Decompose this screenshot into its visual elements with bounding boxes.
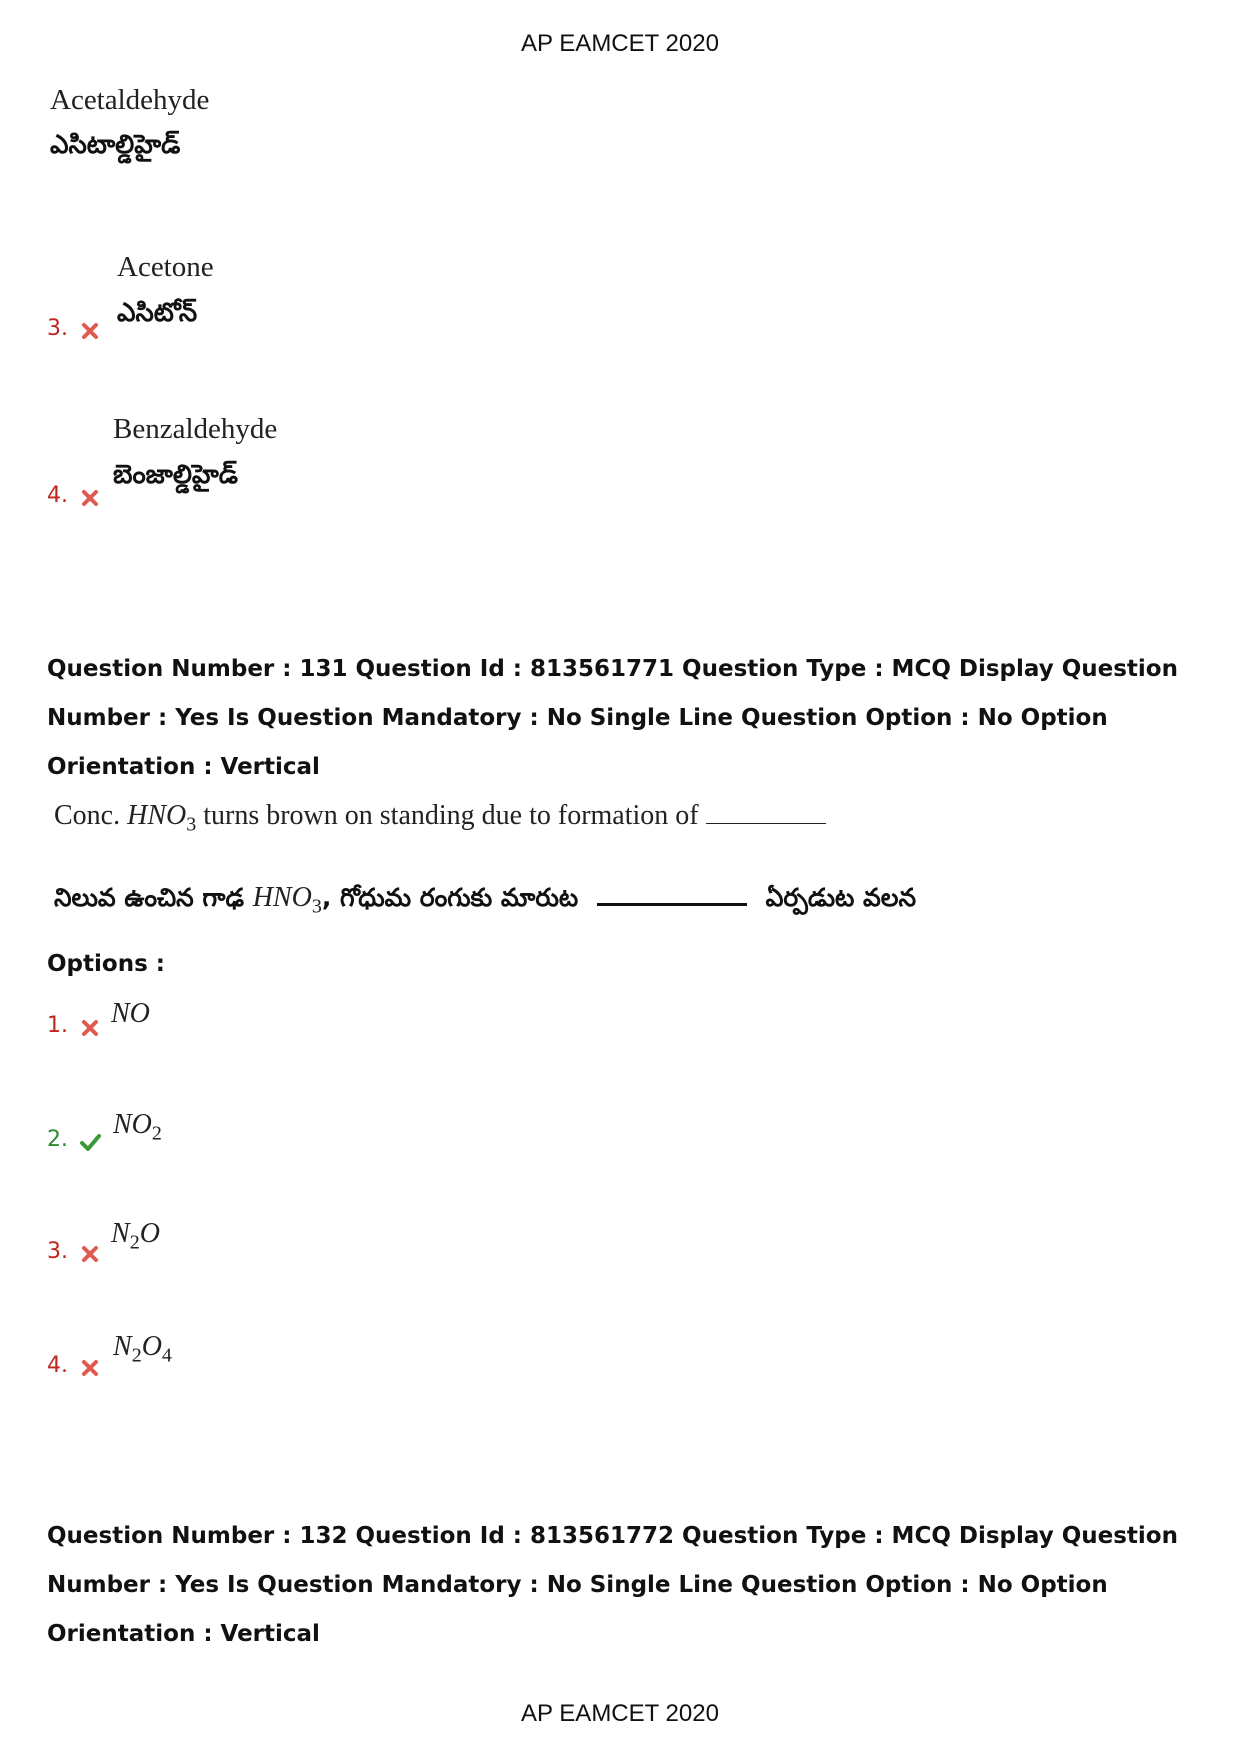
prev-option3-marker xyxy=(47,316,101,342)
formula-subscript: 4 xyxy=(161,1344,172,1367)
cross-icon xyxy=(79,1243,101,1265)
formula-text: O xyxy=(139,1218,160,1249)
formula-text: NO xyxy=(113,1109,152,1140)
option-2-marker xyxy=(47,1127,101,1153)
prev-option4-english: Benzaldehyde xyxy=(113,413,278,445)
prev-option4-telugu: బెంజాల్డిహైడ్ xyxy=(113,460,239,490)
formula-subscript: 2 xyxy=(131,1344,142,1367)
option-2-answer xyxy=(113,1109,162,1146)
option-number: 3. xyxy=(47,316,68,341)
prev-option2-telugu: ఎసిటాల్డిహైడ్ xyxy=(50,130,181,160)
option-1-answer xyxy=(111,998,150,1030)
meta-line: Number : Yes Is Question Mandatory : No Single Line Question Option : No Option xyxy=(47,1572,1108,1598)
formula-subscript: 2 xyxy=(151,1122,162,1145)
question-text: turns brown on standing due to formation of xyxy=(203,800,699,831)
meta-line: Question Number : 131 Question Id : 813561771 Question Type : MCQ Display Question xyxy=(47,656,1178,682)
question-text: Conc. xyxy=(54,800,121,831)
option-number: 2. xyxy=(47,1127,68,1152)
check-icon xyxy=(79,1131,101,1153)
question-text: గోధుమ రంగుకు మారుట xyxy=(340,883,579,912)
question-132-meta xyxy=(47,1512,1197,1659)
option-3-answer xyxy=(111,1218,160,1255)
formula xyxy=(127,800,197,836)
formula-text: N xyxy=(113,1331,132,1362)
meta-line: Number : Yes Is Question Mandatory : No Single Line Question Option : No Option xyxy=(47,705,1108,731)
formula xyxy=(252,882,322,918)
formula-text: O xyxy=(141,1331,162,1362)
option-4-marker xyxy=(47,1353,101,1379)
cross-icon xyxy=(79,320,101,342)
cross-icon xyxy=(79,1357,101,1379)
punctuation: , xyxy=(321,883,332,912)
option-3-marker xyxy=(47,1239,101,1265)
prev-option4-marker xyxy=(47,483,101,509)
page-header: AP EAMCET 2020 xyxy=(521,30,719,57)
option-number: 4. xyxy=(47,1353,68,1378)
question-131-meta xyxy=(47,645,1197,792)
option-4-answer xyxy=(113,1331,172,1368)
answer-blank xyxy=(706,823,826,824)
cross-icon xyxy=(79,1017,101,1039)
question-text: ఏర్పడుట వలన xyxy=(765,883,917,912)
question-131-telugu xyxy=(54,882,916,919)
formula-subscript: 2 xyxy=(129,1231,140,1254)
meta-line: Orientation : Vertical xyxy=(47,754,320,780)
formula-text: N xyxy=(111,1218,130,1249)
option-number: 1. xyxy=(47,1013,68,1038)
cross-icon xyxy=(79,487,101,509)
options-label: Options : xyxy=(47,951,165,977)
option-1-marker xyxy=(47,1013,101,1039)
prev-option3-english: Acetone xyxy=(117,251,214,283)
answer-blank xyxy=(597,903,747,906)
formula-text: HNO xyxy=(127,800,187,831)
meta-line: Question Number : 132 Question Id : 813561772 Question Type : MCQ Display Question xyxy=(47,1523,1178,1549)
option-number: 4. xyxy=(47,483,68,508)
formula-text: NO xyxy=(111,998,150,1029)
meta-line: Orientation : Vertical xyxy=(47,1621,320,1647)
formula-subscript: 3 xyxy=(186,813,197,836)
formula-text: HNO xyxy=(252,882,312,913)
formula-subscript: 3 xyxy=(311,895,322,918)
page-footer: AP EAMCET 2020 xyxy=(521,1700,719,1727)
prev-option3-telugu: ఎసిటోన్ xyxy=(117,298,198,328)
prev-option2-english: Acetaldehyde xyxy=(50,84,210,116)
question-131-english xyxy=(54,800,826,837)
question-text: నిలువ ఉంచిన గాఢ xyxy=(54,883,244,912)
option-number: 3. xyxy=(47,1239,68,1264)
